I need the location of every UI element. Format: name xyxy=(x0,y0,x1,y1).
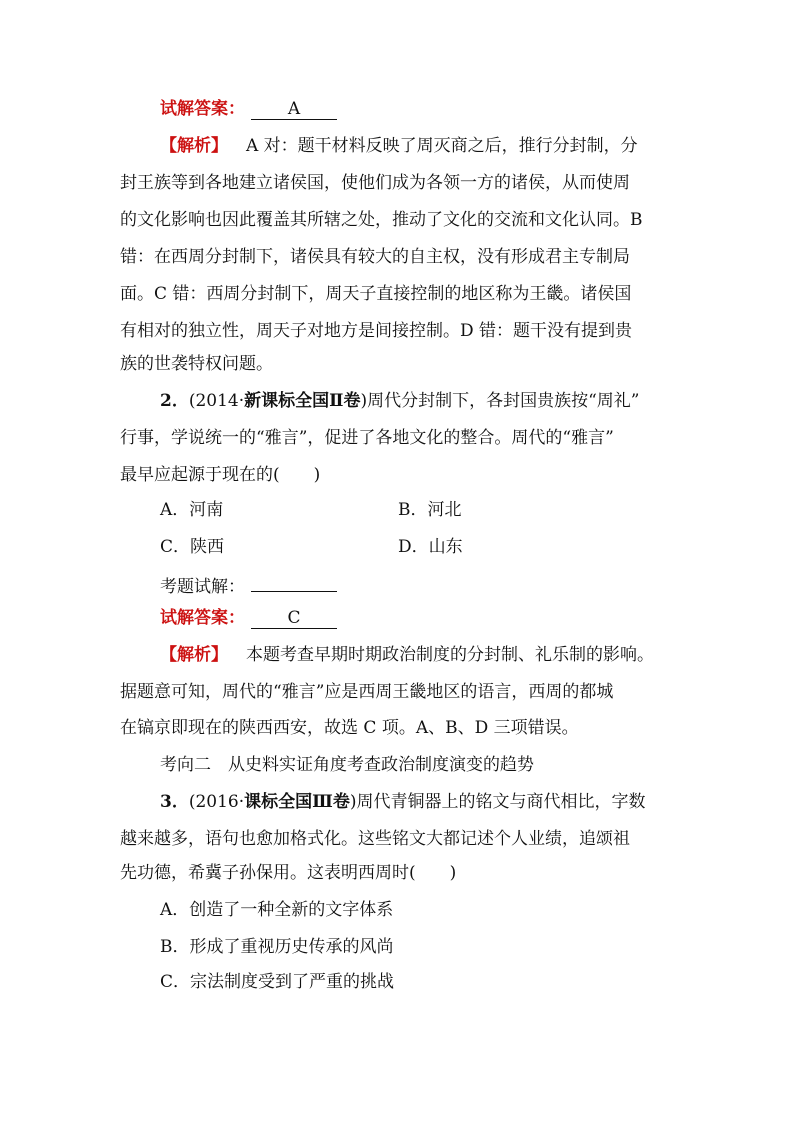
q2-stem-line-2: 行事，学说统一的“雅言”，促进了各地文化的整合。周代的“雅言” xyxy=(120,428,614,448)
analysis-tag: 【解析】 xyxy=(160,136,228,156)
question-number: 2． xyxy=(160,391,189,411)
question-source: 课标全国Ⅲ卷 xyxy=(244,792,350,812)
option-b: B．形成了重视历史传承的风尚 xyxy=(160,937,394,957)
section-heading: 考向二 从史料实证角度考查政治制度演变的趋势 xyxy=(160,755,534,775)
q2-analysis-line-3: 在镐京即现在的陕西西安，故选 C 项。A、B、D 三项错误。 xyxy=(120,718,579,738)
q2-stem-line-3: 最早应起源于现在的( ) xyxy=(120,465,321,485)
option-a: A．河南 xyxy=(160,500,224,520)
answer-label: 试解答案： xyxy=(160,608,245,628)
attempt-blank xyxy=(251,571,337,592)
answer-blank: C xyxy=(251,608,337,629)
q3-stem-line-1: 3．(2016·课标全国Ⅲ卷)周代青铜器上的铭文与商代相比，字数 xyxy=(160,792,646,812)
analysis-line-5: 面。C 错：西周分封制下，周天子直接控制的地区称为王畿。诸侯国 xyxy=(120,284,632,304)
q2-analysis-line-2: 据题意可知，周代的“雅言”应是西周王畿地区的语言，西周的都城 xyxy=(120,682,614,702)
question-number: 3． xyxy=(160,792,189,812)
q3-stem-line-3: 先功德，希冀子孙保用。这表明西周时( ) xyxy=(120,863,457,883)
analysis-line-7: 族的世袭特权问题。 xyxy=(120,354,273,374)
q2-attempt-line xyxy=(160,571,337,599)
analysis-line-6: 有相对的独立性，周天子对地方是间接控制。D 错：题干没有提到贵 xyxy=(120,321,633,341)
analysis-line-2: 封王族等到各地建立诸侯国，使他们成为各领一方的诸侯，从而使周 xyxy=(120,173,630,193)
attempt-label: 考题试解： xyxy=(160,577,245,597)
analysis-line-1: 【解析】 A 对：题干材料反映了周灭商之后，推行分封制，分 xyxy=(160,136,638,156)
answer-blank: A xyxy=(251,99,337,120)
option-c: C．宗法制度受到了严重的挑战 xyxy=(160,972,395,992)
q2-answer-line xyxy=(160,606,337,630)
option-a: A．创造了一种全新的文字体系 xyxy=(160,900,394,920)
q1-answer-line xyxy=(160,97,337,121)
answer-label: 试解答案： xyxy=(160,99,245,119)
q2-analysis-line-1: 【解析】 本题考查早期时期政治制度的分封制、礼乐制的影响。 xyxy=(160,645,654,665)
question-source: 新课标全国Ⅱ卷 xyxy=(244,391,361,411)
q2-stem-line-1: 2．(2014·新课标全国Ⅱ卷)周代分封制下，各封国贵族按“周礼” xyxy=(160,391,640,411)
analysis-line-3: 的文化影响也因此覆盖其所辖之处，推动了文化的交流和文化认同。B xyxy=(120,210,643,230)
option-b: B．河北 xyxy=(398,500,462,520)
analysis-tag: 【解析】 xyxy=(160,645,228,665)
analysis-line-4: 错：在西周分封制下，诸侯具有较大的自主权，没有形成君主专制局 xyxy=(120,247,630,267)
option-d: D．山东 xyxy=(398,537,463,557)
option-c: C．陕西 xyxy=(160,537,225,557)
q3-stem-line-2: 越来越多，语句也愈加格式化。这些铭文大都记述个人业绩，追颂祖 xyxy=(120,829,630,849)
